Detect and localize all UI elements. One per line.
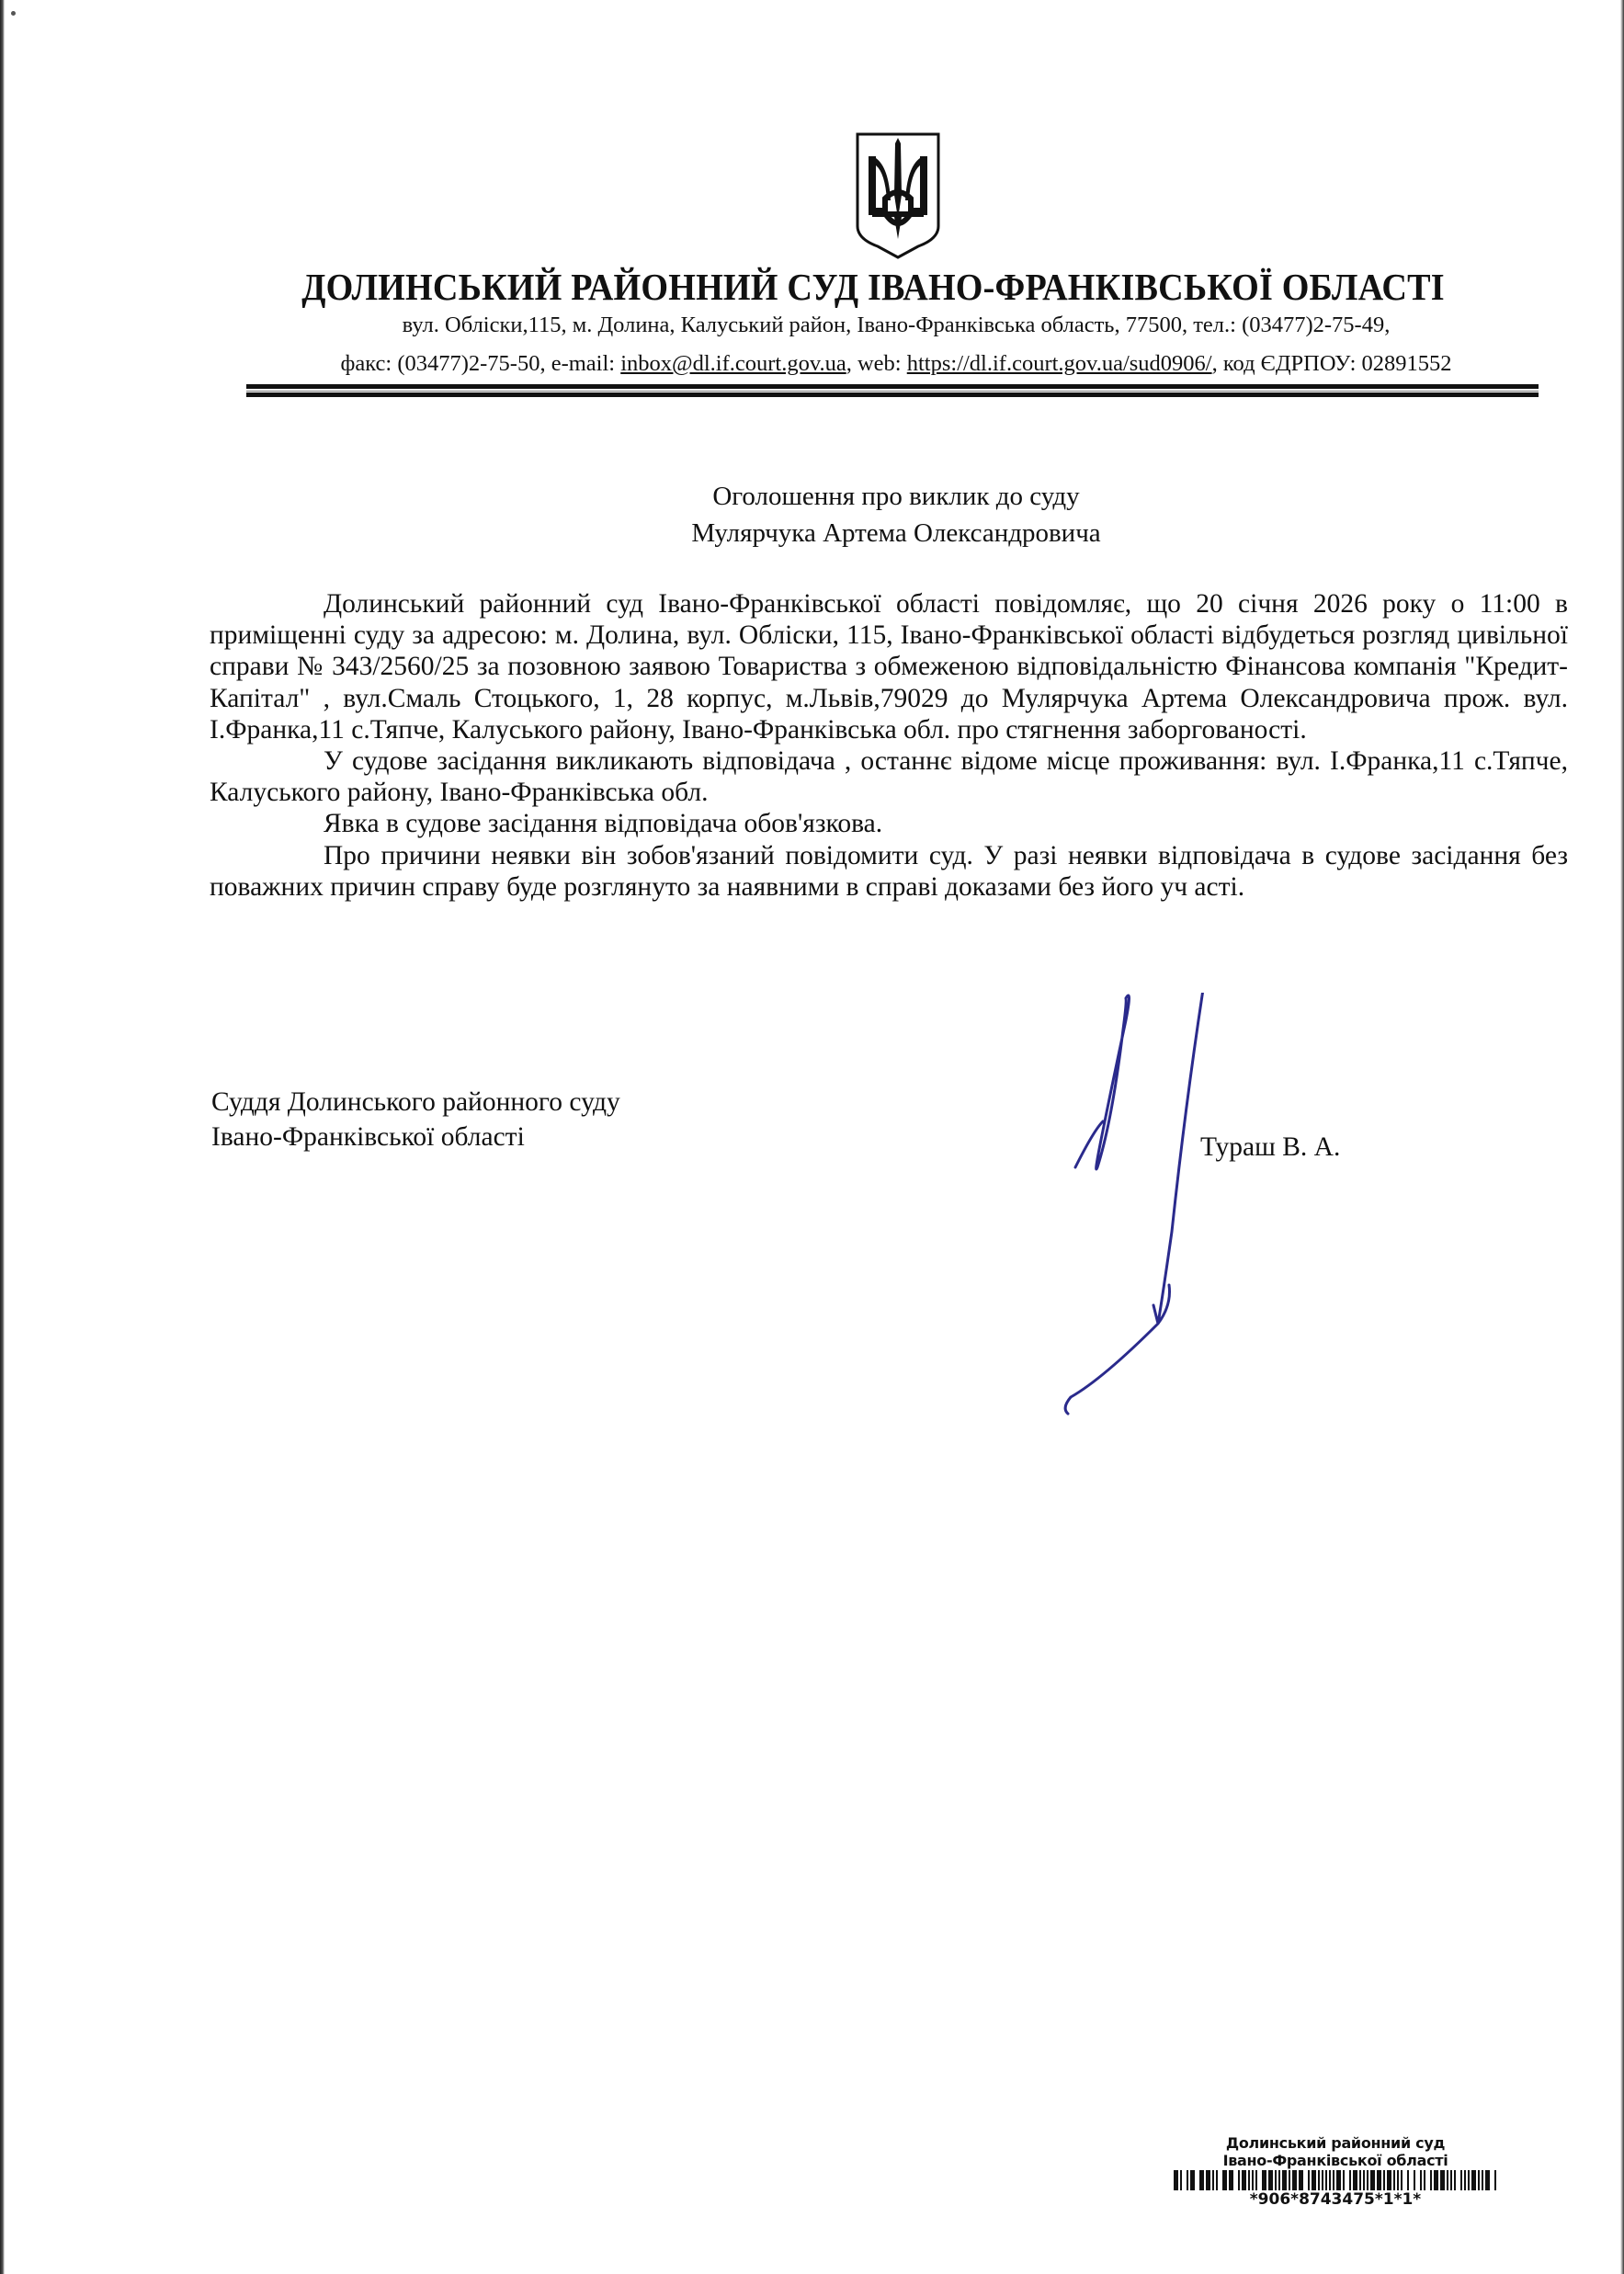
barcode-bar bbox=[1377, 2170, 1381, 2190]
barcode-bar bbox=[1440, 2170, 1445, 2190]
barcode-bar bbox=[1187, 2170, 1188, 2190]
court-address: вул. Обліски,115, м. Долина, Калуський район, Івано-Франківська область, 77500, тел.: (03477)2-75-49, bbox=[402, 313, 1391, 337]
barcode-bar bbox=[1430, 2170, 1432, 2190]
barcode-bar bbox=[1329, 2170, 1331, 2190]
barcode-bar bbox=[1242, 2170, 1246, 2190]
barcode-bar bbox=[1343, 2170, 1345, 2190]
scan-edge-right bbox=[1620, 0, 1624, 2274]
barcode-bar bbox=[1180, 2170, 1182, 2190]
barcode-bar bbox=[1216, 2170, 1218, 2190]
stamp-line1: Долинський районний суд bbox=[1225, 2134, 1446, 2152]
handwritten-signature bbox=[965, 993, 1241, 1416]
stamp-line2: Івано-Франківської області bbox=[1222, 2152, 1448, 2169]
barcode-bar bbox=[1222, 2170, 1227, 2190]
notice-paragraph: У судове засідання викликають відповідача , останнє відоме місце проживання: вул. І.Франка,11 с.Тяпче, Калуського району, Івано-Франківська обл. bbox=[210, 746, 1568, 808]
barcode-bar bbox=[1434, 2170, 1438, 2190]
notice-paragraph: Долинський районний суд Івано-Франківської області повідомляє, що 20 січня 2026 року о 11:00 в приміщенні суду за адресою: м. Долина, вул. Обліски, 115, Івано-Франківської області відбудеться розгляд цивільної справи № 343/2560/25 за позовною заявою Товариства з обмеженою відповідальністю Фінансова компанія "Кредит-Капітал" , вул.Смаль Стоцького, 1, 28 корпус, м.Львів,79029 до Мулярчука Артема Олександровича прож. вул. І.Франка,11 с.Тяпче, Калуського району, Івано-Франківська обл. про стягнення заборгованості. bbox=[210, 589, 1568, 745]
barcode-bar bbox=[1262, 2170, 1266, 2190]
ukraine-coat-of-arms-icon bbox=[852, 131, 944, 261]
barcode-number: *906*8743475*1*1* bbox=[1249, 2190, 1422, 2209]
barcode-bar bbox=[1447, 2170, 1448, 2190]
barcode-bar bbox=[1397, 2170, 1399, 2190]
barcode-bar bbox=[1454, 2170, 1456, 2190]
registry-stamp bbox=[1110, 2134, 1561, 2208]
notice-paragraph: Явка в судове засідання відповідача обов'язкова. bbox=[324, 809, 883, 839]
barcode-bar bbox=[1485, 2170, 1490, 2190]
judge-position-line1: Суддя Долинського районного суду bbox=[211, 1087, 620, 1117]
notice-title: Оголошення про виклик до суду bbox=[712, 482, 1080, 511]
barcode-bar bbox=[1268, 2170, 1273, 2190]
barcode-bar bbox=[1464, 2170, 1466, 2190]
barcode-bar bbox=[1383, 2170, 1385, 2190]
barcode-bar bbox=[1322, 2170, 1323, 2190]
barcode-bar bbox=[1206, 2170, 1210, 2190]
barcode-bar bbox=[1308, 2170, 1310, 2190]
notice-addressee: Мулярчука Артема Олександровича bbox=[691, 518, 1101, 548]
court-name-heading: ДОЛИНСЬКИЙ РАЙОННИЙ СУД ІВАНО-ФРАНКІВСЬКОЇ ОБЛАСТІ bbox=[301, 266, 1445, 308]
web-label: , web: bbox=[846, 351, 907, 376]
judge-position-line2: Івано-Франківської області bbox=[211, 1122, 525, 1152]
barcode-bar bbox=[1407, 2170, 1409, 2190]
barcode-bar bbox=[1190, 2170, 1195, 2190]
barcode-bar bbox=[1325, 2170, 1327, 2190]
barcode-bar bbox=[1359, 2170, 1361, 2190]
header-divider bbox=[246, 384, 1539, 389]
scan-edge-left bbox=[0, 0, 5, 2274]
barcode-bar bbox=[1282, 2170, 1287, 2190]
barcode-bar bbox=[1248, 2170, 1250, 2190]
barcode-bar bbox=[1336, 2170, 1341, 2190]
barcode-bar bbox=[1289, 2170, 1290, 2190]
email-link[interactable]: inbox@dl.if.court.gov.ua bbox=[620, 351, 846, 376]
barcode-bar bbox=[1387, 2170, 1391, 2190]
website-link[interactable]: https://dl.if.court.gov.ua/sud0906/ bbox=[906, 351, 1212, 376]
scan-dust-speck bbox=[11, 11, 16, 16]
barcode-bar bbox=[1238, 2170, 1240, 2190]
notice-paragraph: Про причини неявки він зобов'язаний повідомити суд. У разі неявки відповідача в судове засідання без поважних причин справу буде розглянуто за наявними в справі доказами без його уч асті. bbox=[210, 840, 1568, 902]
barcode-bar bbox=[1370, 2170, 1375, 2190]
barcode-bar bbox=[1482, 2170, 1483, 2190]
barcode-bar bbox=[1174, 2170, 1178, 2190]
header-divider-inner bbox=[246, 391, 1539, 392]
barcode-bar bbox=[1255, 2170, 1257, 2190]
barcode-bar bbox=[1333, 2170, 1334, 2190]
barcode-bar bbox=[1424, 2170, 1425, 2190]
barcode-bar bbox=[1229, 2170, 1233, 2190]
edrpou-code: , код ЄДРПОУ: 02891552 bbox=[1211, 351, 1452, 376]
barcode-bar bbox=[1471, 2170, 1476, 2190]
barcode-bar bbox=[1318, 2170, 1320, 2190]
barcode-bar bbox=[1401, 2170, 1403, 2190]
barcode-bar bbox=[1494, 2170, 1496, 2190]
barcode-bar bbox=[1275, 2170, 1277, 2190]
barcode-bar bbox=[1349, 2170, 1351, 2190]
notice-body bbox=[210, 588, 1568, 903]
barcode-bar bbox=[1363, 2170, 1365, 2190]
barcode-bar bbox=[1393, 2170, 1395, 2190]
barcode-bar bbox=[1460, 2170, 1462, 2190]
barcode-bar bbox=[1420, 2170, 1422, 2190]
barcode-bar bbox=[1367, 2170, 1368, 2190]
barcode-bar bbox=[1312, 2170, 1316, 2190]
barcode-bar bbox=[1212, 2170, 1214, 2190]
barcode-bar bbox=[1450, 2170, 1452, 2190]
judge-name: Тураш В. А. bbox=[1200, 1132, 1341, 1162]
barcode-bar bbox=[1199, 2170, 1204, 2190]
barcode-bar bbox=[1414, 2170, 1415, 2190]
barcode-bar bbox=[1468, 2170, 1470, 2190]
fax-label: факс: (03477)2-75-50, e-mail: bbox=[340, 351, 621, 376]
barcode-bar bbox=[1478, 2170, 1480, 2190]
judge-position bbox=[211, 1085, 620, 1154]
header-divider-lower bbox=[246, 392, 1539, 397]
barcode-bar bbox=[1292, 2170, 1297, 2190]
barcode-bar bbox=[1299, 2170, 1303, 2190]
barcode bbox=[1110, 2170, 1561, 2190]
court-contacts bbox=[230, 351, 1562, 377]
barcode-bar bbox=[1278, 2170, 1280, 2190]
barcode-bar bbox=[1252, 2170, 1254, 2190]
barcode-bar bbox=[1353, 2170, 1357, 2190]
